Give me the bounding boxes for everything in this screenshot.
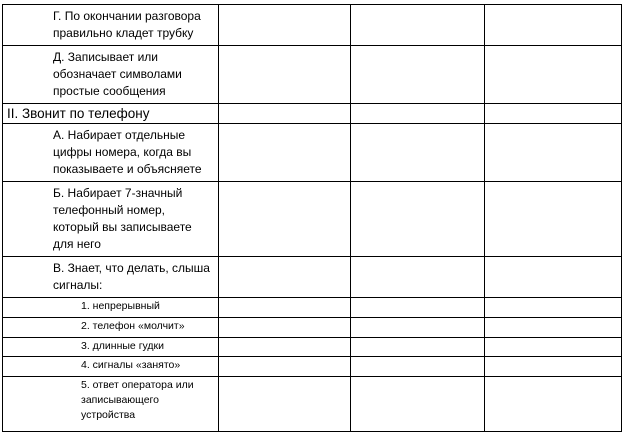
- skill-label: Д. Записывает или обозначает символами простые сообщения: [53, 50, 182, 98]
- skill-label-cell: [3, 5, 219, 46]
- assessment-cell[interactable]: [219, 338, 351, 357]
- table-row: [3, 257, 622, 298]
- assessment-cell[interactable]: [219, 124, 351, 182]
- table-row: [3, 46, 622, 104]
- assessment-cell[interactable]: [219, 5, 351, 46]
- assessment-cell[interactable]: [219, 377, 351, 432]
- assessment-cell[interactable]: [351, 298, 485, 318]
- assessment-cell[interactable]: [219, 318, 351, 338]
- assessment-cell[interactable]: [351, 338, 485, 357]
- assessment-cell[interactable]: [485, 182, 622, 257]
- subskill-label: 4. сигналы «занято»: [81, 359, 181, 371]
- table-row: [3, 318, 622, 338]
- assessment-cell[interactable]: [219, 298, 351, 318]
- assessment-cell[interactable]: [485, 298, 622, 318]
- assessment-cell[interactable]: [351, 257, 485, 298]
- assessment-cell[interactable]: [351, 46, 485, 104]
- assessment-cell[interactable]: [351, 377, 485, 432]
- assessment-cell[interactable]: [351, 182, 485, 257]
- section-label-cell: [3, 104, 219, 124]
- skill-label: В. Знает, что делать, слыша сигналы:: [53, 261, 210, 292]
- table-row: [3, 377, 622, 432]
- table-row: [3, 338, 622, 357]
- skills-checklist-table: [2, 4, 622, 432]
- assessment-cell[interactable]: [219, 357, 351, 377]
- subskill-label-cell: [3, 318, 219, 338]
- table-row: [3, 124, 622, 182]
- table-row: [3, 298, 622, 318]
- table-row: [3, 357, 622, 377]
- table-row: [3, 5, 622, 46]
- assessment-cell[interactable]: [219, 104, 351, 124]
- assessment-cell[interactable]: [485, 124, 622, 182]
- assessment-cell[interactable]: [485, 257, 622, 298]
- subskill-label-cell: [3, 298, 219, 318]
- assessment-cell[interactable]: [351, 104, 485, 124]
- section-heading: II. Звонит по телефону: [7, 106, 150, 121]
- subskill-label-cell: [3, 357, 219, 377]
- subskill-label-cell: [3, 377, 219, 432]
- subskill-label-cell: [3, 338, 219, 357]
- assessment-cell[interactable]: [351, 124, 485, 182]
- table-row: [3, 182, 622, 257]
- assessment-cell[interactable]: [219, 46, 351, 104]
- assessment-cell[interactable]: [485, 357, 622, 377]
- section-row: [3, 104, 622, 124]
- skill-label: А. Набирает отдельные цифры номера, когда вы показываете и объясняете: [53, 128, 202, 176]
- subskill-label: 2. телефон «молчит»: [81, 320, 185, 332]
- assessment-cell[interactable]: [485, 104, 622, 124]
- assessment-cell[interactable]: [351, 357, 485, 377]
- assessment-cell[interactable]: [351, 5, 485, 46]
- assessment-cell[interactable]: [219, 257, 351, 298]
- assessment-cell[interactable]: [485, 318, 622, 338]
- assessment-cell[interactable]: [485, 377, 622, 432]
- skill-label-cell: [3, 124, 219, 182]
- assessment-cell[interactable]: [351, 318, 485, 338]
- assessment-cell[interactable]: [485, 46, 622, 104]
- assessment-cell[interactable]: [219, 182, 351, 257]
- assessment-cell[interactable]: [485, 338, 622, 357]
- skill-label: Б. Набирает 7-значный телефонный номер, который вы записываете для него: [53, 186, 192, 251]
- skill-label-cell: [3, 257, 219, 298]
- assessment-cell[interactable]: [485, 5, 622, 46]
- skill-label-cell: [3, 182, 219, 257]
- subskill-label: 5. ответ оператора или записывающего устройства: [81, 379, 194, 421]
- skill-label-cell: [3, 46, 219, 104]
- subskill-label: 1. непрерывный: [81, 300, 160, 312]
- subskill-label: 3. длинные гудки: [81, 340, 165, 352]
- skill-label: Г. По окончании разговора правильно кладет трубку: [53, 9, 201, 40]
